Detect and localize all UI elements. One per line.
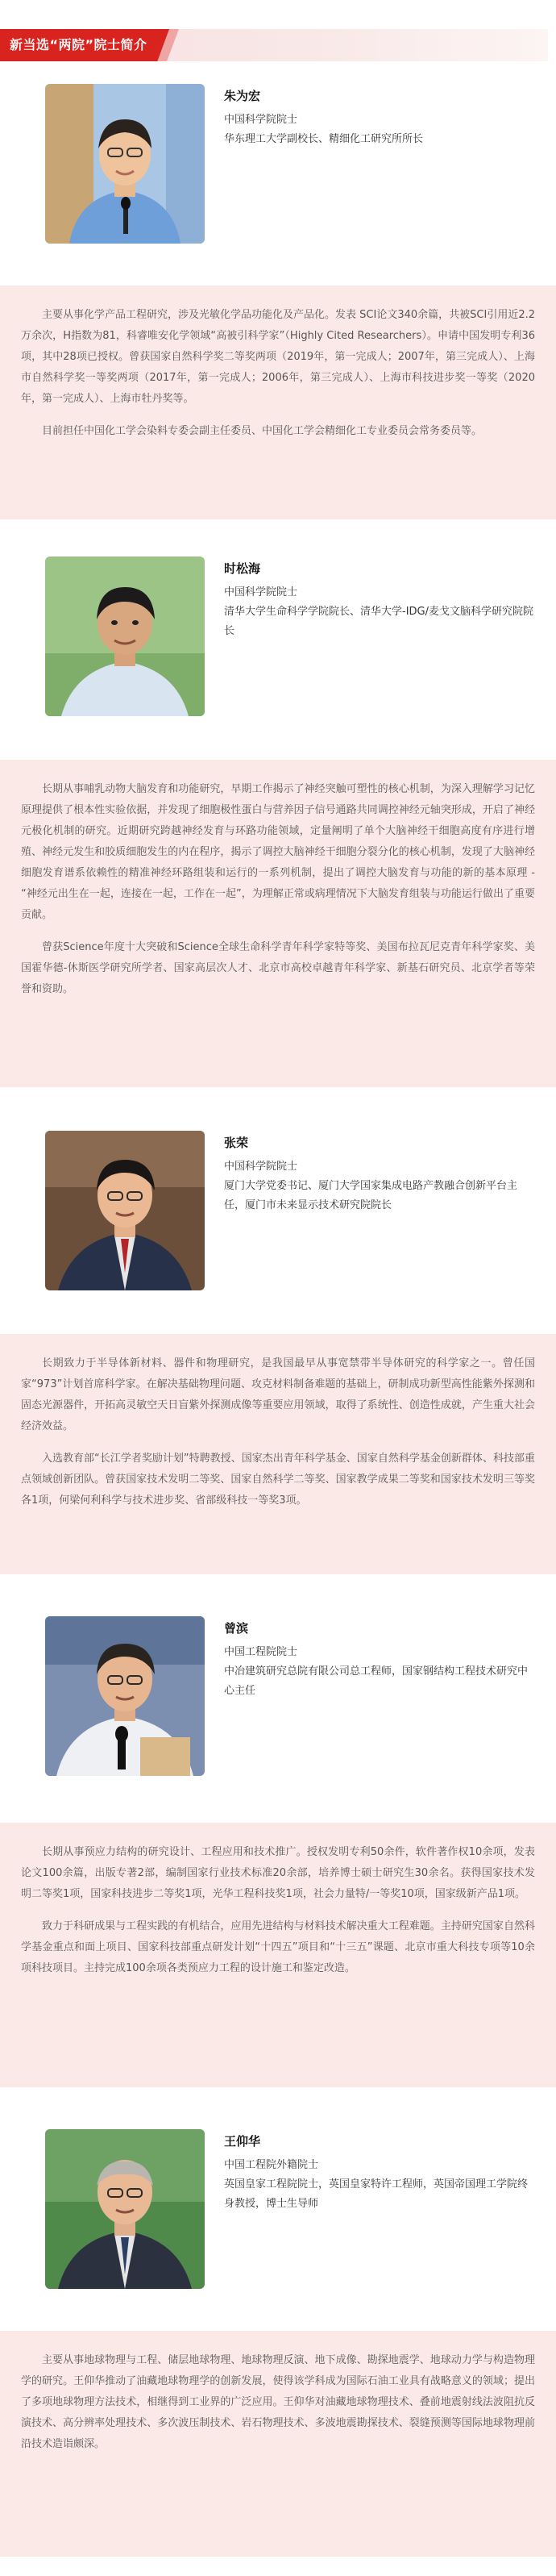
bio-paragraph: 主要从事化学产品工程研究，涉及光敏化学品功能化及产品化。发表 SCI论文340余篇，共被SCI引用近2.2万余次，H指数为81，科睿唯安化学领域“高被引科学家”（Highly Cited Researchers）。申请中国发明专利36项，其中28项已授权。曾获国家自然科学奖二等奖两项（2019年，第一完成人；2007年，第三完成人）、上海市自然科学奖一等奖两项（2017年，第一完成人；2006年，第三完成人）、上海市科技进步奖一等奖（2020年，第一完成人）、上海市牡丹奖等。: [21, 309, 535, 405]
profile-name: 时松海: [224, 561, 261, 576]
bio-paragraph: 长期从事预应力结构的研究设计、工程应用和技术推广。授权发明专利50余件，软件著作权10余项，发表论文100余篇，出版专著2部，编制国家行业技术标准20余部，培养博士硕士研究生30余名。获得国家技术发明二等奖1项，国家科技进步二等奖1项，光华工程科技奖1项，社会力量特/一等奖10项，国家级新产品1项。: [21, 1846, 535, 1900]
profile-title: 中国工程院院士: [224, 1646, 298, 1658]
profile-title: 中国科学院院士: [224, 1161, 298, 1173]
profile-name: 朱为宏: [224, 89, 261, 103]
profile-bio: [0, 760, 556, 1087]
profile-name: 曾滨: [224, 1621, 249, 1636]
bio-paragraph: 长期致力于半导体新材料、器件和物理研究，是我国最早从事宽禁带半导体研究的科学家之一。曾任国家“973”计划首席科学家。在解决基础物理问题、攻克材料制备难题的基础上，研制成功新型高性能紫外探测和固态光源器件，开拓高灵敏空天日盲紫外探测成像等重要应用领域，取得了系统性、创造性成就，产生重大社会经济效益。: [21, 1357, 535, 1432]
bio-paragraph: 曾获Science年度十大突破和Science全球生命科学青年科学家特等奖、美国布拉瓦尼克青年科学家奖、美国霍华德-休斯医学研究所学者、国家高层次人才、北京市高校卓越青年科学家、新基石研究员、北京学者等荣誉和资助。: [21, 941, 535, 995]
profile-title: 英国皇家工程院院士，英国皇家特许工程师，英国帝国理工学院终身教授，博士生导师: [224, 2178, 529, 2210]
profile-bio: [0, 2331, 556, 2557]
profile-bio: [0, 286, 556, 519]
profile-title: 华东理工大学副校长、精细化工研究所所长: [224, 133, 424, 145]
profile-title: 中国科学院院士: [224, 586, 298, 598]
profile-bio: [0, 1334, 556, 1574]
profile-name: 王仰华: [224, 2134, 261, 2149]
profile-info: [224, 87, 533, 149]
profile-info: [224, 1134, 533, 1215]
bio-paragraph: 目前担任中国化工学会染料专委会副主任委员、中国化工学会精细化工专业委员会常务委员等。: [42, 425, 483, 437]
profile-info: [224, 1619, 533, 1701]
bio-paragraph: 长期从事哺乳动物大脑发育和功能研究，早期工作揭示了神经突触可塑性的核心机制，为深入理解学习记忆原理提供了根本性实验依据，并发现了细胞极性蛋白与营养因子信号通路共同调控神经元轴突形成，开启了神经元极化机制的研究。近期研究跨越神经发育与环路功能领域，定量阐明了单个大脑神经干细胞高度有序进行增殖、神经元发生和胶质细胞发生的内在程序，揭示了调控大脑神经干细胞分裂分化的核心机制，发现了大脑神经细胞发育谱系依赖性的精准神经环路组装和运行的一系列机制，提出了调控大脑发育与功能的新的基本原理 - “神经元出生在一起，连接在一起，工作在一起”，为理解正常或病理情况下大脑发育组装与功能运行做出了重要贡献。: [21, 783, 535, 921]
profile-title: 中冶建筑研究总院有限公司总工程师，国家钢结构工程技术研究中心主任: [224, 1665, 529, 1697]
portrait-photo: [45, 1131, 205, 1290]
profile-info: [224, 560, 533, 641]
profile-title: 厦门大学党委书记、厦门大学国家集成电路产教融合创新平台主任，厦门市未来显示技术研究院院长: [224, 1180, 518, 1211]
profile-name: 张荣: [224, 1136, 249, 1150]
portrait-photo: [45, 1616, 205, 1776]
section-title: 新当选“两院”院士简介: [10, 37, 147, 52]
profile-title: 中国工程院外籍院士: [224, 2159, 319, 2171]
portrait-photo: [45, 2129, 205, 2289]
profile-bio: [0, 1823, 556, 2087]
bio-paragraph: 入选教育部“长江学者奖励计划”特聘教授、国家杰出青年科学基金、国家自然科学基金创新群体、科技部重点领域创新团队。曾获国家技术发明二等奖、国家自然科学二等奖、国家教学成果二等奖和国家技术发明三等奖各1项，何梁何利科学与技术进步奖、省部级科技一等奖3项。: [21, 1453, 535, 1507]
portrait-photo: [45, 84, 205, 244]
bio-paragraph: 致力于科研成果与工程实践的有机结合，应用先进结构与材料技术解决重大工程难题。主持研究国家自然科学基金重点和面上项目、国家科技部重点研发计划“十四五”项目和“十三五”课题、北京市重大科技专项等10余项科技项目。主持完成100余项各类预应力工程的设计施工和鉴定改造。: [21, 1920, 535, 1974]
profile-info: [224, 2132, 533, 2214]
bio-paragraph: 主要从事地球物理与工程、储层地球物理、地球物理反演、地下成像、勘探地震学、地球动力学与构造物理学的研究。王仰华推动了油藏地球物理学的创新发展，使得该学科成为国际石油工业具有战略意义的领域；提出了多项地球物理方法技术，相继得到工业界的广泛应用。王仰华对油藏地球物理技术、叠前地震射线法波阻抗反演技术、高分辨率处理技术、多次波压制技术、岩石物理技术、多波地震勘探技术、裂缝预测等国际地球物理前沿技术造诣颇深。: [21, 2354, 535, 2450]
portrait-photo: [45, 556, 205, 716]
section-header: [0, 29, 548, 61]
profile-title: 中国科学院院士: [224, 114, 298, 126]
profile-title: 清华大学生命科学学院院长、清华大学-IDG/麦戈文脑科学研究院院长: [224, 606, 533, 637]
